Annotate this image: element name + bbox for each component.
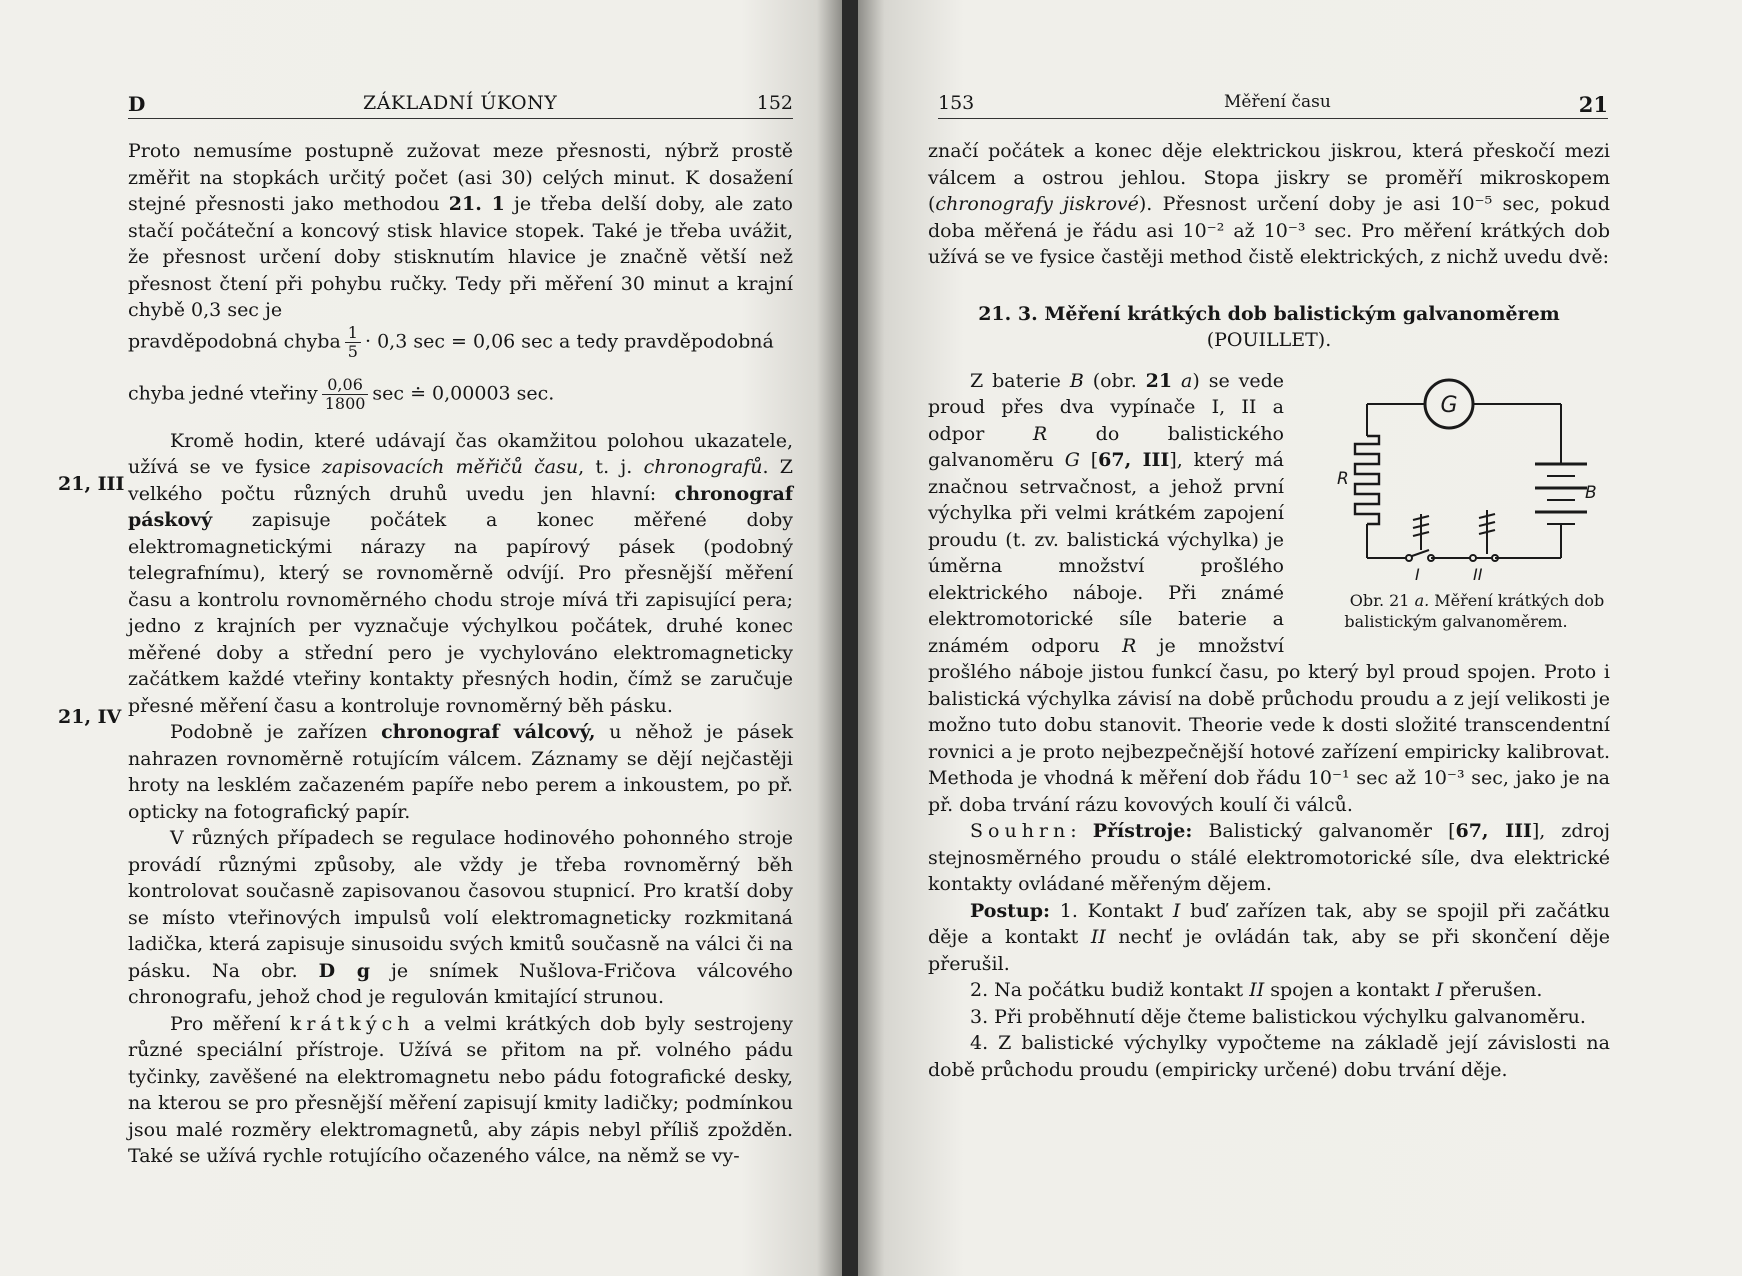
right-page xyxy=(858,0,1742,1276)
page-number-right: 153 xyxy=(938,92,975,114)
label-switch-i: I xyxy=(1415,564,1420,584)
right-running-head xyxy=(938,88,1608,119)
book-gutter xyxy=(842,0,858,1276)
procedure-step-3: 3. Při proběhnutí děje čteme balistickou výchylku galvanoměru. xyxy=(970,1005,1586,1028)
section-author: (POUILLET). xyxy=(1206,329,1332,351)
label-g: G xyxy=(1440,392,1458,418)
margin-ref-21-iii: 21, III xyxy=(58,473,125,495)
paragraph-r1: značí počátek a konec děje elektrickou jiskrou, která přeskočí mezi válcem a ostrou jehlou. Stopa jiskry se proměří mikroskopem (chronografy jiskrové). Přesnost určení doby je asi 10⁻⁵ sec, pokud doba měřená je řádu asi 10⁻² až 10⁻³ sec. Pro měření krátkých dob užívá se ve fysice častěji method čistě elektrických, z nichž uvedu dvě: xyxy=(928,140,1610,268)
left-body-text xyxy=(128,138,793,1170)
label-switch-ii: II xyxy=(1473,564,1483,584)
figure-caption: Obr. 21 a. Měření krátkých dob balistickým galvanoměrem. xyxy=(1344,590,1605,631)
right-body-text xyxy=(928,138,1610,1083)
label-b: B xyxy=(1585,482,1597,503)
paragraph-5: Pro měření krátkých a velmi krátkých dob byly sestrojeny různé speciální přístroje. Užívá se přitom na př. volného pádu tyčinky, zavěšené na elektromagnetu nebo pádu fotografické desky, na kterou se pro přesnější měření zapisují kmity ladičky; podmínkou jsou malé rozměry elektromagnetů, aby zápis nebyl příliš zpožděn. Také se užívá rychle rotujícího očazeného válce, na němž se vy- xyxy=(128,1012,793,1167)
procedure-step-2: 2. Na počátku budiž kontakt II spojen a kontakt I přerušen. xyxy=(970,979,1543,1001)
chapter-letter: D xyxy=(128,92,146,116)
paragraph-4: V různých případech se regulace hodinového pohonného stroje provádí různými způsoby, ale vždy je třeba rovnoměrný běh kontrolovat současně zapisovanou časovou stupnicí. Pro kratší doby se místo vteřinových impulsů volí elektromagneticky rozkmitaná ladička, která zapisuje sinusoidu svých kmitů současně na válci či na pásku. Na obr. D g je snímek Nušlova-Fričova válcového chronografu, jehož chod je regulován kmitající strunou. xyxy=(128,827,793,1008)
paragraph-2: Kromě hodin, které udávají čas okamžitou polohou ukazatele, užívá se ve fysice zapisovacích měřičů času, t. j. chronografů. Z velkého počtu různých druhů uvedu jen hlavní: chronograf páskový zapisuje počátek a konec měřené doby elektromagnetickými nárazy na papírový pásek (podobný telegrafnímu), který se rovnoměrně odvíjí. Pro přesnější měření času a kontrolu rovnoměrného chodu stroje mívá tři zapisující pera; jedno z krajních per vyznačuje výchylkou počátek, druhé konec měřené doby a střední pero je vychylováno elektromagneticky začátkem každé vteřiny kontakty přesných hodin, čímž se zaručuje přesné měření času a kontroluje rovnoměrný běh pásku. xyxy=(128,429,794,717)
paragraph-3: Podobně je zařízen chronograf válcový, u něhož je pásek nahrazen rovnoměrně rotujícím válcem. Záznamy se dějí nejčastěji hroty na lesklém začazeném papíře nebo perem a inkoustem, po př. opticky na fotografický papír. xyxy=(128,721,793,823)
chapter-title: ZÁKLADNÍ ÚKONY xyxy=(363,92,558,114)
circuit-diagram xyxy=(1321,374,1597,584)
summary-paragraph: Souhrn: Přístroje: Balistický galvanoměr [67, III], zdroj stejnosměrného proudu o stálé elektromotorické síle, dva elektrické kontakty ovládané měřeným dějem. xyxy=(928,820,1610,895)
section-running-title: Měření času xyxy=(1224,92,1331,112)
left-page xyxy=(0,0,842,1276)
margin-ref-21-iv: 21, IV xyxy=(58,706,122,728)
left-running-head xyxy=(128,88,793,119)
paragraph-r2: G R B I II Obr. 21 a. Měření krátkých dob balistickým galvanoměrem. Z baterie B (obr. 21 a) se vede proud přes dva vypínače I, II a odpor R do balistického galvanoměru G [67, III], který má značnou setrvačnost, a jehož první výchylka při velmi krátkém zapojení proudu (t. zv. balistická výchylka) je úměrna množství prošlého elektrického náboje. Při známé elektromotorické síle baterie a známém odporu R je množství prošlého náboje jistou funkcí času, po který byl proud spojen. Proto i balistická výchylka závisí na době průchodu proudu a z její velikosti je možno tuto dobu stanovit. Theorie vede k dosti složité transcendentní rovnici a je proto nejbezpečnější hotové zařízení empiricky kalibrovat. Methoda je vhodná k měření dob řádu 10⁻¹ sec až 10⁻³ sec, jako je na př. doba trvání rázu kovových koulí či válců. xyxy=(928,369,1610,816)
procedure-step-4: 4. Z balistické výchylky vypočteme na základě její závislosti na době průchodu proudu (empiricky určené) dobu trvání děje. xyxy=(928,1032,1610,1081)
section-number: 21 xyxy=(1578,92,1608,117)
page-number-left: 152 xyxy=(756,92,793,114)
formula-error-per-second: chyba jedné vteřiny $\frac{0,06}{1800}$ sec ≐ 0,00003 sec. xyxy=(128,374,555,413)
procedure-paragraph: Postup: 1. Kontakt I buď zařízen tak, aby se spojil při začátku děje a kontakt II nechť je ovládán tak, aby se při skončení děje přerušil. xyxy=(928,899,1611,975)
section-heading: 21. 3. Měření krátkých dob balistickým galvanoměrem xyxy=(978,302,1560,325)
paragraph-1: Proto nemusíme postupně zužovat meze přesnosti, nýbrž prostě změřit na stopkách určitý počet (asi 30) celých minut. K dosažení stejné přesnosti jako methodou 21. 1 je třeba delší doby, ale zato stačí počáteční a koncový stisk hlavice stopek. Také je třeba uvážit, že přesnost určení doby stisknutím hlavice je značně větší než přesnost čtení při pohybu ručky. Tedy při měření 30 minut a krajní chybě 0,3 sec je xyxy=(128,140,794,321)
figure-21a xyxy=(1302,374,1610,632)
formula-probable-error: pravděpodobná chyba $\frac{1}{5}$ · 0,3 sec = 0,06 sec a tedy pravděpodobná xyxy=(128,322,774,361)
label-r: R xyxy=(1337,468,1349,489)
